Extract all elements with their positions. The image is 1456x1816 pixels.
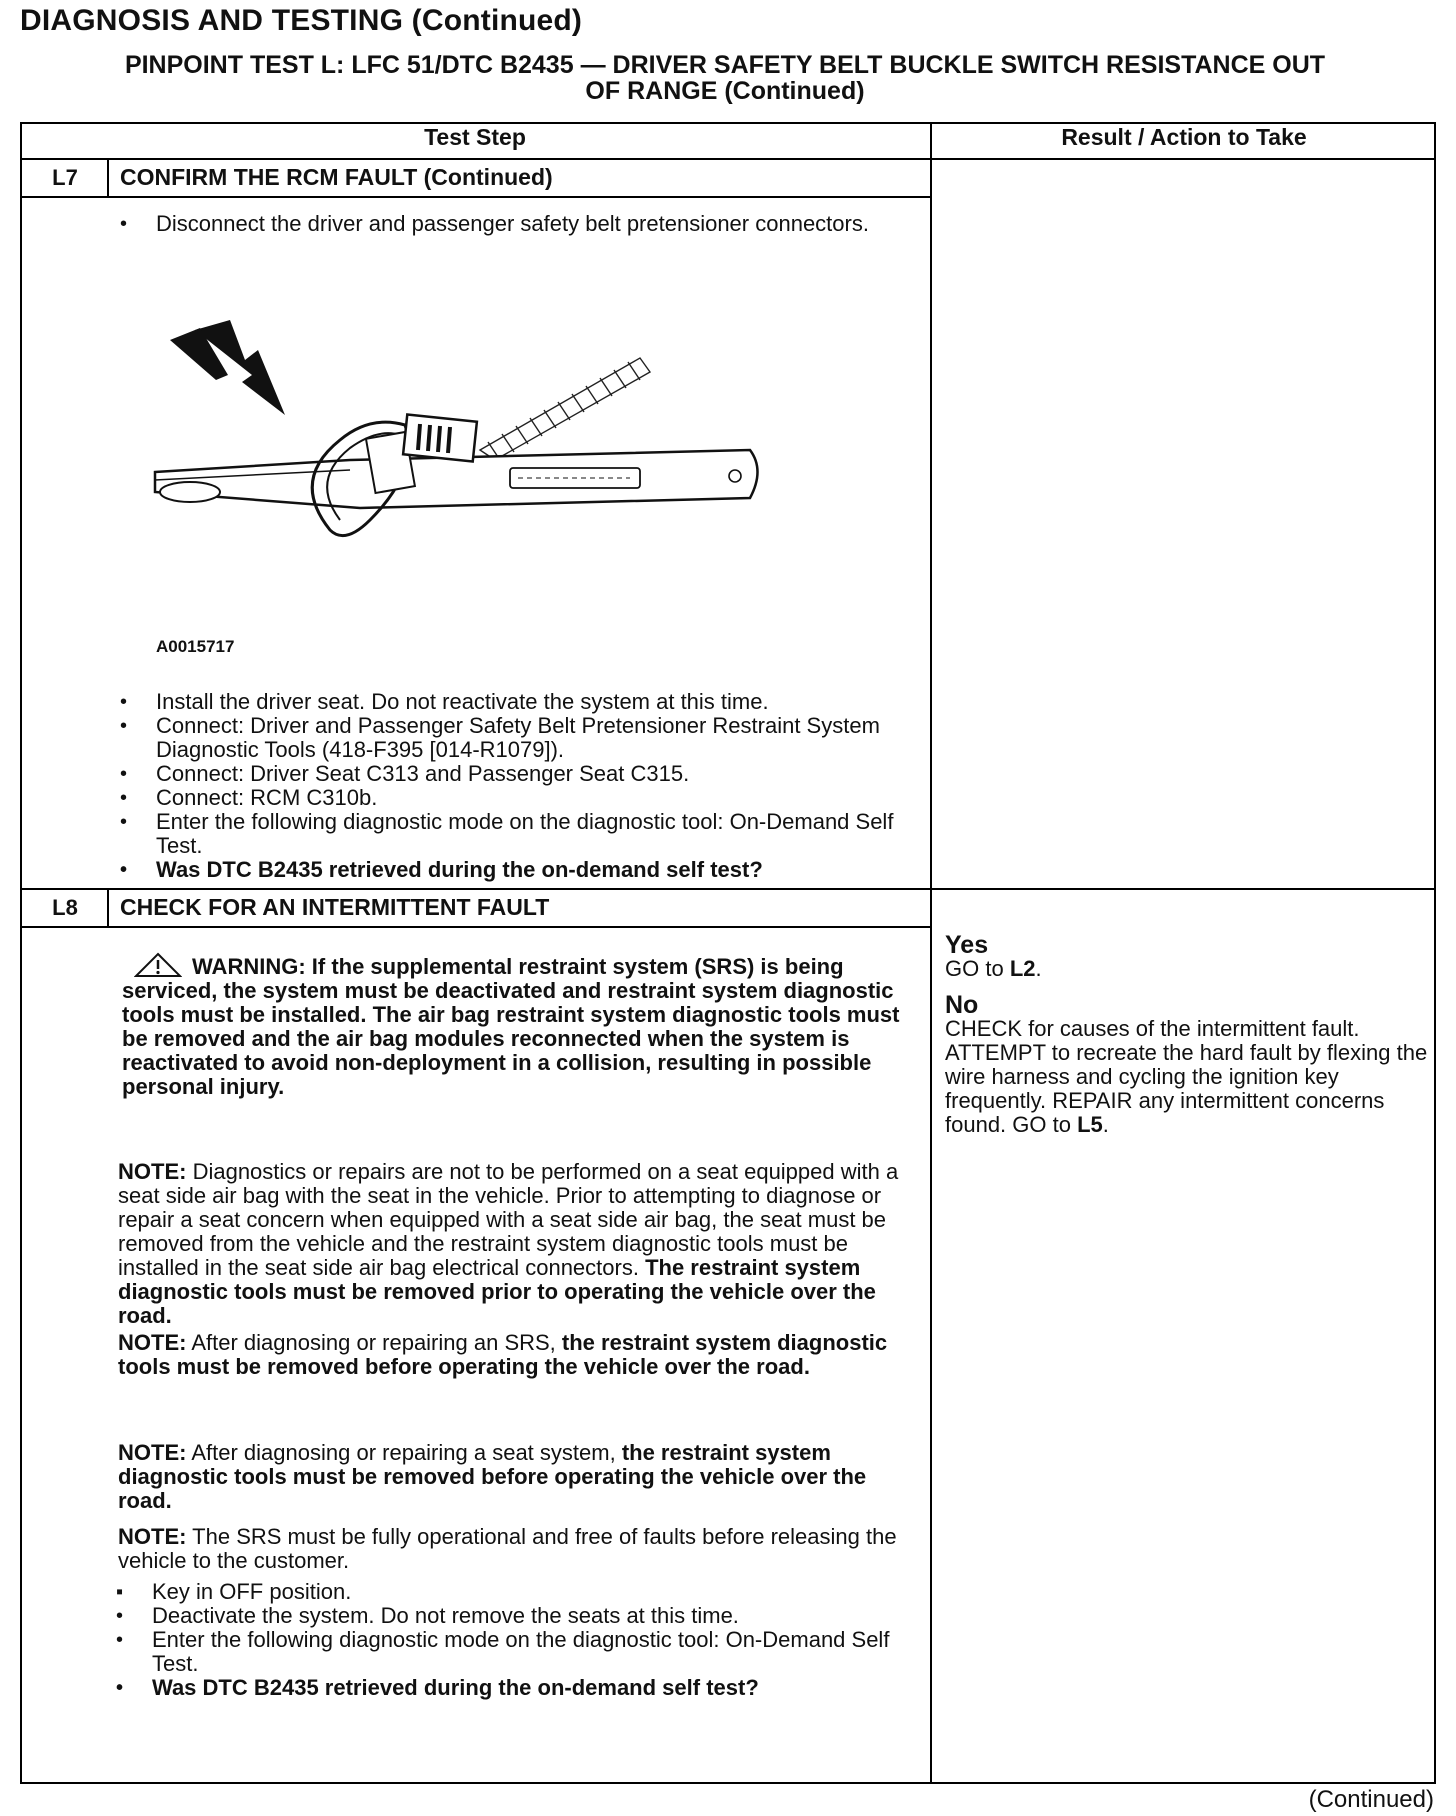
list-item: • Disconnect the driver and passenger safety belt pretensioner connectors. bbox=[118, 212, 898, 236]
note-label: NOTE: bbox=[118, 1524, 187, 1549]
column-header-result: Result / Action to Take bbox=[1061, 124, 1307, 150]
step-title-l7: CONFIRM THE RCM FAULT (Continued) bbox=[120, 164, 553, 190]
note-text: After diagnosing or repairing a seat system, bbox=[191, 1440, 616, 1465]
l7-first-steps bbox=[118, 212, 898, 236]
list-item: • Enter the following diagnostic mode on the diagnostic tool: On-Demand Self Test. bbox=[118, 810, 918, 858]
l8-title-rule bbox=[20, 926, 932, 928]
table-column-divider bbox=[930, 122, 932, 1784]
list-item: • Deactivate the system. Do not remove the seats at this time. bbox=[114, 1604, 914, 1628]
note-emphasis: the restraint system diagnostic tools must be removed before operating the vehicle over the road. bbox=[118, 1440, 867, 1513]
list-item: • Enter the following diagnostic mode on the diagnostic tool: On-Demand Self Test. bbox=[114, 1628, 914, 1676]
pinpoint-test-title-line1: PINPOINT TEST L: LFC 51/DTC B2435 — DRIVER SAFETY BELT BUCKLE SWITCH RESISTANCE OUT bbox=[124, 51, 1326, 79]
pretensioner-connector-illustration bbox=[150, 320, 770, 560]
note-text: Diagnostics or repairs are not to be performed on a seat equipped with a seat side air bag with the seat in the vehicle. Prior to attempting to diagnose or repair a seat concern when equipped with a seat side air bag, the seat must be removed from the vehicle and the restraint system diagnostic tools must be installed in the seat side air bag electrical connectors. bbox=[118, 1159, 899, 1280]
result-no-target: L5 bbox=[1077, 1112, 1103, 1137]
pinpoint-test-title-line2: OF RANGE (Continued) bbox=[585, 77, 865, 105]
figure-id: A0015717 bbox=[156, 637, 235, 656]
continued-footer: (Continued) bbox=[1308, 1786, 1434, 1813]
result-yes-label: Yes bbox=[945, 931, 989, 959]
column-header-test-step: Test Step bbox=[424, 124, 526, 150]
pinpoint-test-title bbox=[20, 52, 1430, 104]
l7-end-rule bbox=[20, 888, 1436, 890]
l8-steps bbox=[114, 1580, 914, 1700]
note-label: NOTE: bbox=[118, 1330, 187, 1355]
warning-triangle-icon bbox=[134, 952, 182, 978]
result-yes-target: L2 bbox=[1009, 956, 1036, 981]
result-no-label: No bbox=[945, 991, 979, 1019]
result-no: No CHECK for causes of the intermittent fault. ATTEMPT to recreate the hard fault by flexing the wire harness and cycling the ignition key frequently. REPAIR any intermittent concerns found. GO to L5. bbox=[945, 993, 1435, 1137]
note-4 bbox=[118, 1525, 918, 1573]
step-id-l8: L8 bbox=[52, 895, 78, 920]
note-label: NOTE: bbox=[118, 1440, 187, 1465]
l7-steps bbox=[118, 690, 918, 882]
list-item: • Connect: Driver and Passenger Safety Belt Pretensioner Restraint System Diagnostic Tools (418-F395 [014-R1079]). bbox=[118, 714, 918, 762]
warning-text: WARNING: If the supplemental restraint system (SRS) is being serviced, the system must be deactivated and restraint system diagnostic tools must be installed. The air bag restraint system diagnostic tools must be removed and the air bag modules reconnected when the system is reactivated to avoid non-deployment in a collision, resulting in possible personal injury. bbox=[122, 954, 900, 1099]
note-label: NOTE: bbox=[118, 1159, 187, 1184]
note-text: The SRS must be fully operational and free of faults before releasing the vehicle to the customer. bbox=[118, 1524, 897, 1573]
list-item: • Was DTC B2435 retrieved during the on-demand self test? bbox=[118, 858, 918, 882]
note-emphasis: the restraint system diagnostic tools must be removed before operating the vehicle over the road. bbox=[118, 1330, 888, 1379]
note-3 bbox=[118, 1441, 918, 1513]
result-yes-text: GO to bbox=[945, 956, 1004, 981]
list-item: • Was DTC B2435 retrieved during the on-demand self test? bbox=[114, 1676, 914, 1700]
list-item: • Connect: Driver Seat C313 and Passenger Seat C315. bbox=[118, 762, 918, 786]
header-rule bbox=[20, 158, 1436, 160]
result-no-text: CHECK for causes of the intermittent fault. ATTEMPT to recreate the hard fault by flexing the wire harness and cycling the ignition key frequently. REPAIR any intermittent concerns found. GO to bbox=[945, 1016, 1428, 1137]
l7-title-rule bbox=[20, 196, 932, 198]
wire-harness-braid bbox=[480, 358, 650, 460]
list-item: • Install the driver seat. Do not reactivate the system at this time. bbox=[118, 690, 918, 714]
list-item: ▪ Key in OFF position. bbox=[114, 1580, 914, 1604]
list-item: • Connect: RCM C310b. bbox=[118, 786, 918, 810]
note-1 bbox=[118, 1160, 918, 1328]
step-id-l7: L7 bbox=[52, 165, 78, 190]
result-yes: Yes GO to L2. bbox=[945, 933, 1435, 981]
note-text: After diagnosing or repairing an SRS, bbox=[191, 1330, 556, 1355]
note-2 bbox=[118, 1331, 918, 1379]
page-title: DIAGNOSIS AND TESTING (Continued) bbox=[20, 4, 583, 37]
step-title-l8: CHECK FOR AN INTERMITTENT FAULT bbox=[120, 894, 550, 920]
note-emphasis: The restraint system diagnostic tools must be removed prior to operating the vehicle over the road. bbox=[118, 1255, 876, 1328]
warning-block bbox=[122, 952, 912, 1099]
